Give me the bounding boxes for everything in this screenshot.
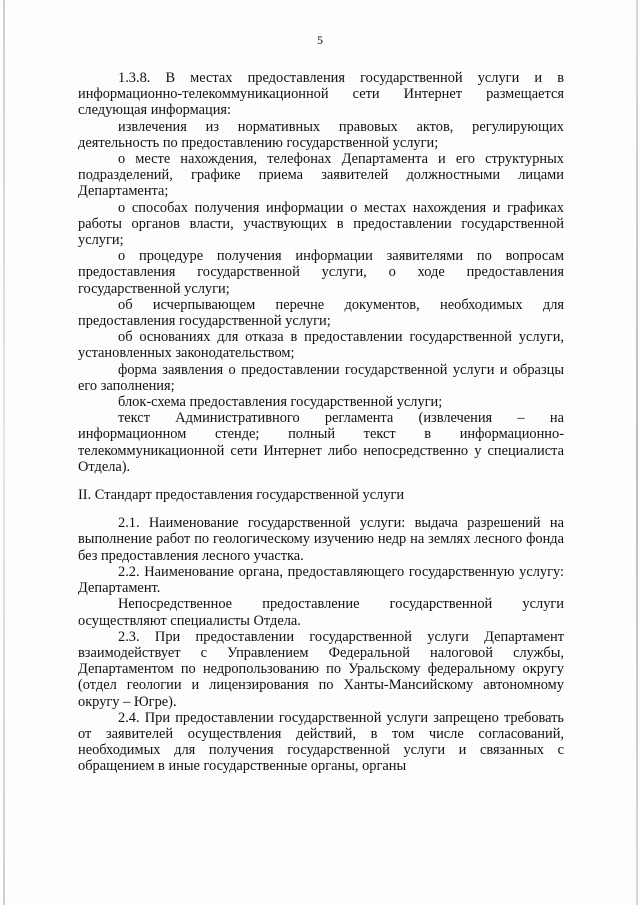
document-body	[78, 70, 564, 775]
paragraph: о процедуре получения информации заявителями по вопросам предоставления государственной услуги, о ходе предоставления государственной услуги;	[78, 248, 564, 297]
paragraph: текст Административного регламента (извлечения – на информационном стенде; полный текст в информационно-телекоммуникационной сети Интернет либо непосредственно у специалиста Отдела).	[78, 410, 564, 475]
paragraph: извлечения из нормативных правовых актов, регулирующих деятельность по предоставлению государственной услуги;	[78, 118, 564, 151]
paragraph: форма заявления о предоставлении государственной услуги и образцы его заполнения;	[78, 361, 564, 394]
paragraph: 2.2. Наименование органа, предоставляющего государственную услугу: Департамент.	[78, 563, 564, 597]
paragraph: об исчерпывающем перечне документов, необходимых для предоставления государственной услуги;	[78, 296, 564, 330]
paragraph: 2.1. Наименование государственной услуги: выдача разрешений на выполнение работ по геологическому изучению недр на землях лесного фонда без предоставления лесного участка.	[78, 515, 564, 564]
paragraph: о способах получения информации о местах нахождения и графиках работы органов власти, участвующих в предоставлении государственной услуги;	[78, 199, 564, 249]
paragraph: 2.4. При предоставлении государственной услуги запрещено требовать от заявителей осуществления действий, в том числе согласований, необходимых для получения государственной услуги и связанных с обращением в иные государственные органы, органы	[78, 709, 564, 775]
paragraph: блок-схема предоставления государственной услуги;	[118, 394, 443, 411]
paragraph: 2.3. При предоставлении государственной услуги Департамент взаимодействует с Управлением Федеральной налоговой службы, Департаментом по недропользованию по Уральскому федеральному округу (отдел геологии и лицензирования по Ханты-Мансийскому автономному округу – Югре).	[78, 628, 564, 710]
scan-edge-right	[636, 0, 638, 905]
paragraph: об основаниях для отказа в предоставлении государственной услуги, установленных законодательством;	[78, 329, 564, 362]
paragraph: о месте нахождения, телефонах Департамента и его структурных подразделений, графике приема заявителей должностными лицами Департамента;	[78, 151, 564, 200]
scan-edge-left	[3, 0, 5, 905]
section-heading: II. Стандарт предоставления государственной услуги	[78, 487, 405, 504]
page-number: 5	[317, 33, 323, 47]
paragraph: 1.3.8. В местах предоставления государственной услуги и в информационно-телекоммуникационной сети Интернет размещается следующая информация:	[78, 70, 564, 119]
paragraph: Непосредственное предоставление государственной услуги осуществляют специалисты Отдела.	[78, 596, 564, 629]
